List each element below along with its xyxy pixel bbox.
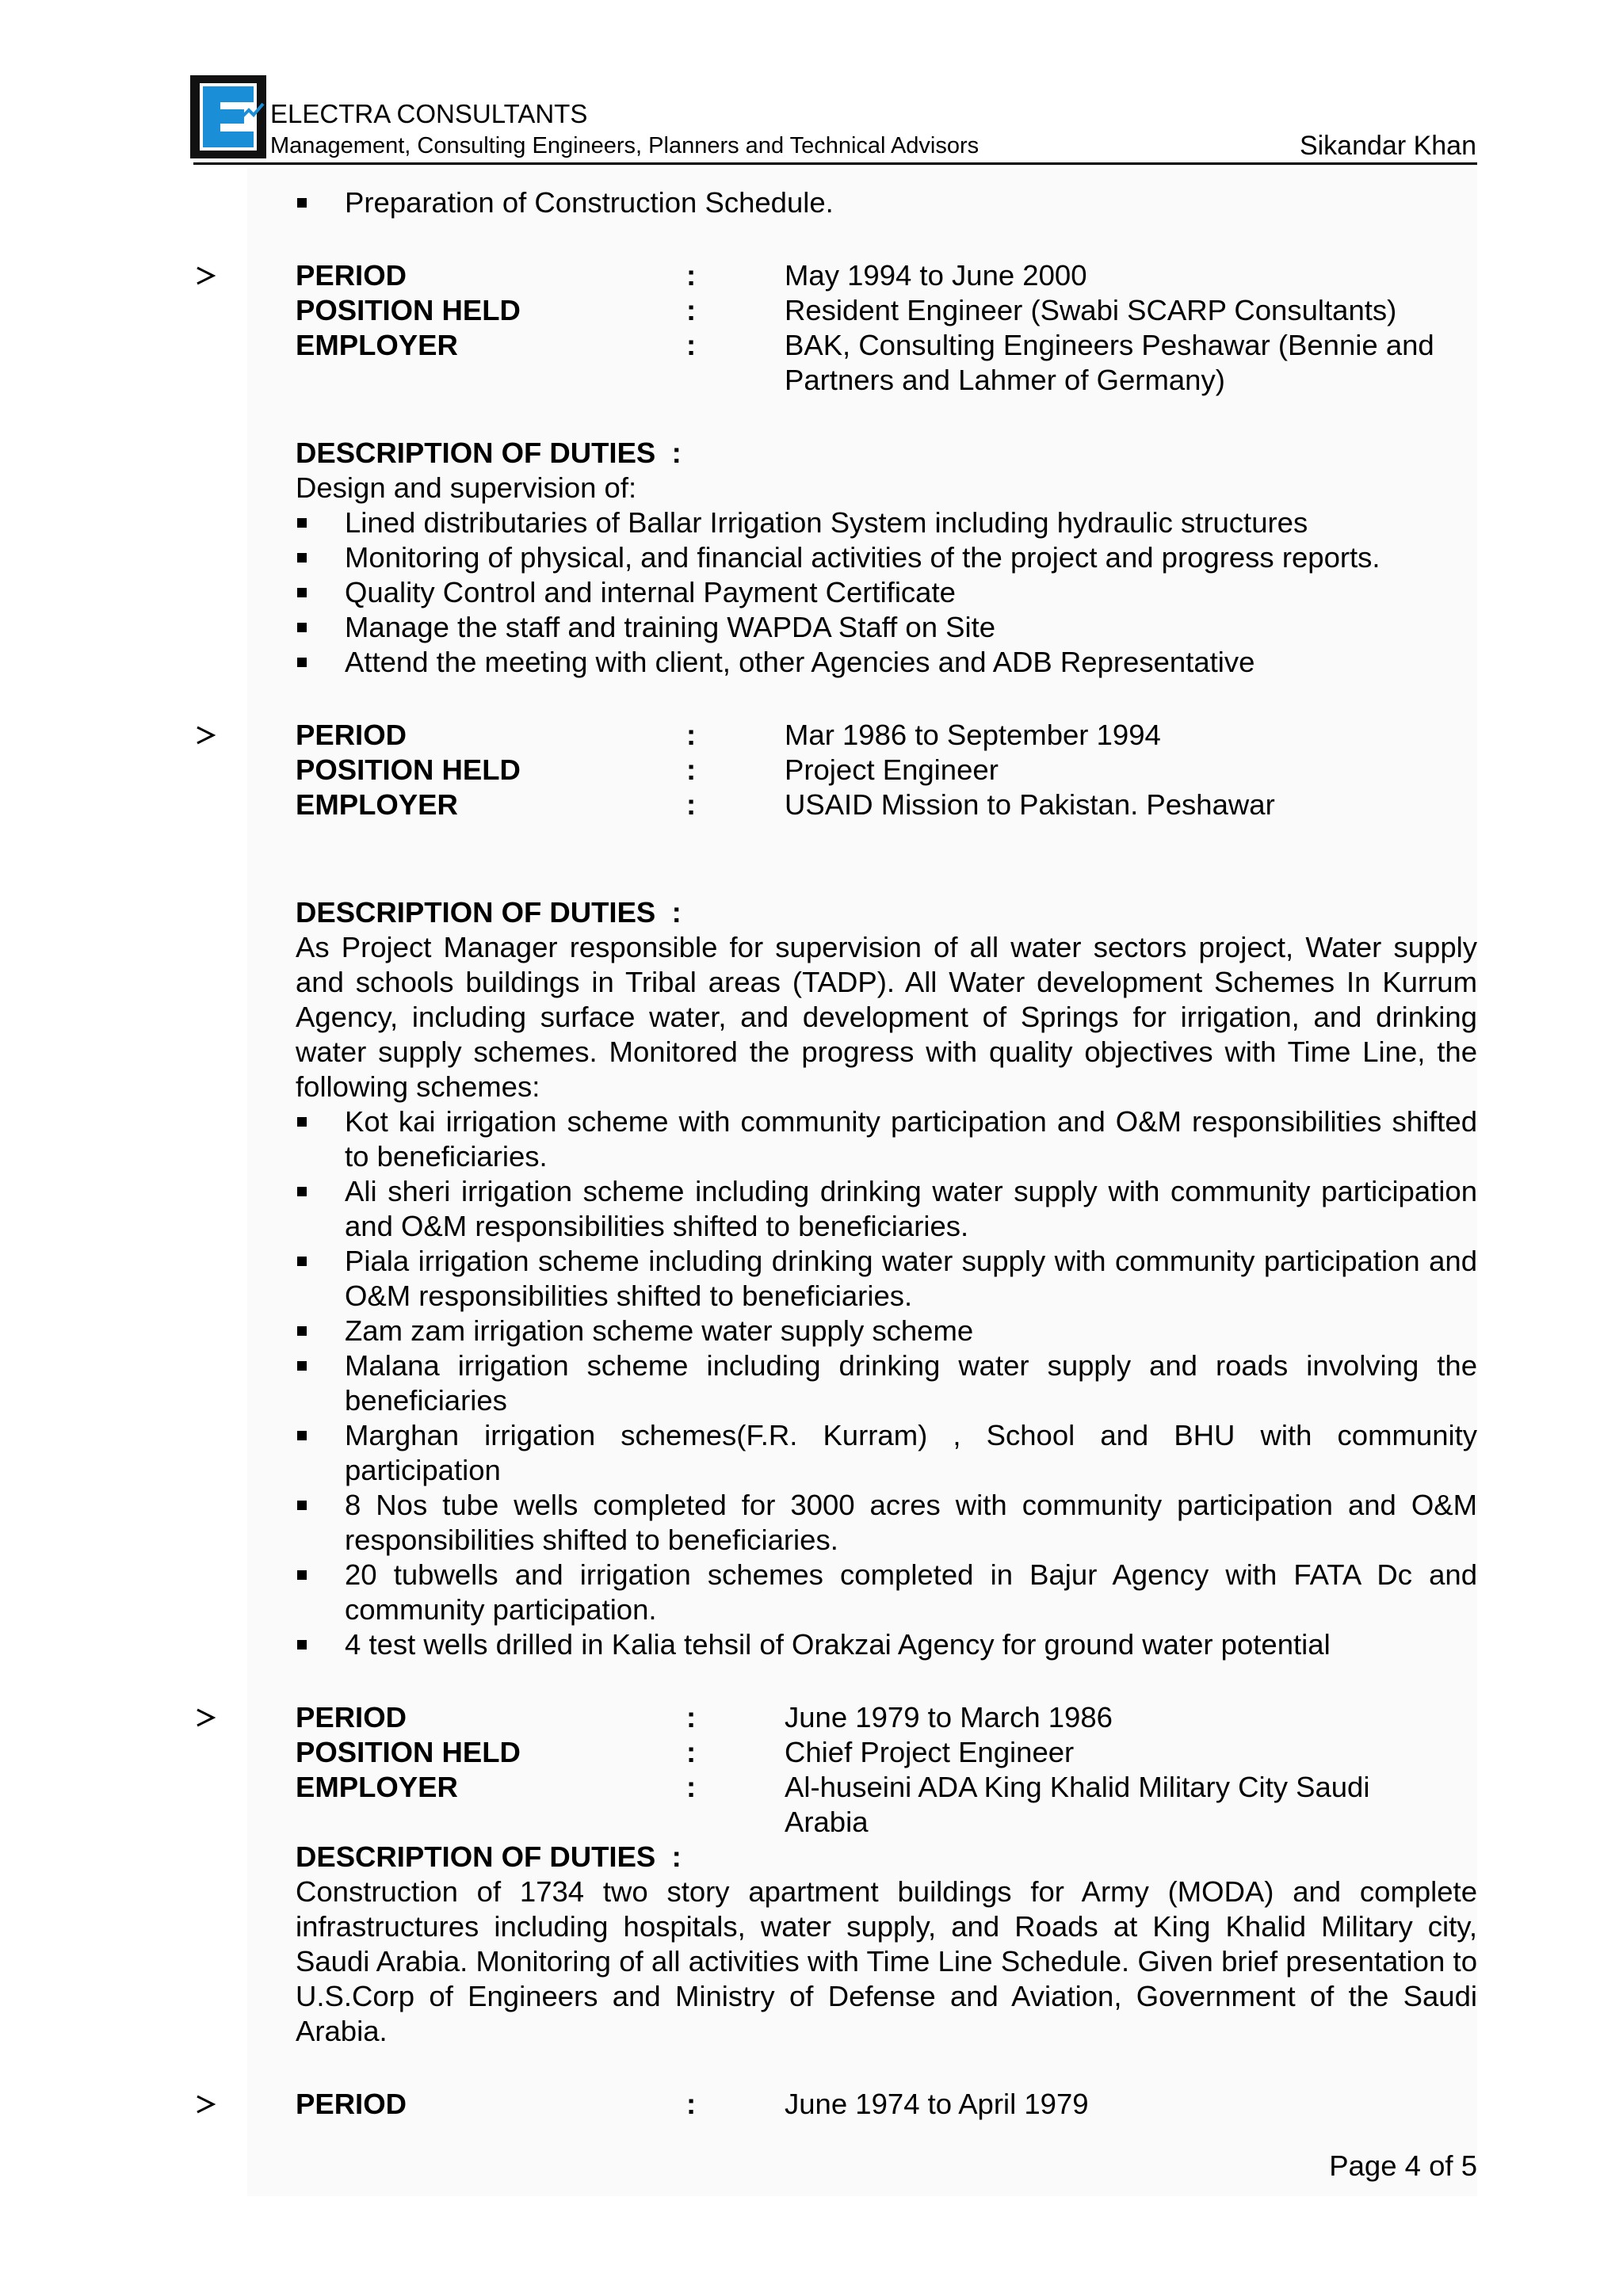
- list-item: Monitoring of physical, and financial activities of the project and progress reports.: [296, 540, 1477, 575]
- square-bullet-icon: [297, 1361, 307, 1371]
- employment-entry: [296, 718, 1477, 1662]
- list-item: Preparation of Construction Schedule.: [296, 185, 1477, 220]
- square-bullet-icon: [297, 1570, 307, 1580]
- list-item: Manage the staff and training WAPDA Staff on Site: [296, 610, 1477, 645]
- header-divider: [193, 162, 1477, 165]
- list-item: 4 test wells drilled in Kalia tehsil of Orakzai Agency for ground water potential: [296, 1627, 1477, 1662]
- square-bullet-icon: [297, 1640, 307, 1650]
- square-bullet-icon: [297, 588, 307, 597]
- square-bullet-icon: [297, 518, 307, 528]
- employment-entry: [296, 2087, 1477, 2122]
- arrow-bullet-icon: [194, 1700, 218, 1735]
- company-name: ELECTRA CONSULTANTS: [270, 99, 588, 128]
- square-bullet-icon: [297, 553, 307, 563]
- employment-entry: [296, 258, 1477, 680]
- list-item: 20 tubwells and irrigation schemes completed in Bajur Agency with FATA Dc and community participation.: [296, 1558, 1477, 1627]
- cv-content: [296, 185, 1477, 2122]
- period-value: June 1974 to April 1979: [785, 2088, 1089, 2120]
- position-row: POSITION HELD : Chief Project Engineer: [296, 1735, 1477, 1770]
- list-item: Zam zam irrigation scheme water supply scheme: [296, 1314, 1477, 1348]
- list-item: Lined distributaries of Ballar Irrigation System including hydraulic structures: [296, 505, 1477, 540]
- position-row: POSITION HELD : Project Engineer: [296, 753, 1477, 788]
- arrow-bullet-icon: [194, 258, 218, 293]
- list-item: Ali sheri irrigation scheme including drinking water supply with community participation and O&M responsibilities shifted to beneficiaries.: [296, 1174, 1477, 1244]
- arrow-bullet-icon: [194, 718, 218, 753]
- list-item: 8 Nos tube wells completed for 3000 acres with community participation and O&M responsibilities shifted to beneficiaries.: [296, 1488, 1477, 1558]
- employment-entry: [296, 1700, 1477, 2049]
- duties-intro: Design and supervision of:: [296, 471, 637, 504]
- author-name: Sikandar Khan: [1299, 131, 1476, 161]
- position-value: Chief Project Engineer: [785, 1736, 1075, 1768]
- list-item: Quality Control and internal Payment Certificate: [296, 575, 1477, 610]
- period-row: PERIOD : June 1974 to April 1979: [296, 2087, 1477, 2122]
- company-tagline: Management, Consulting Engineers, Planners and Technical Advisors: [270, 133, 980, 158]
- list-item: Marghan irrigation schemes(F.R. Kurram) , School and BHU with community participation: [296, 1418, 1477, 1488]
- employer-value: BAK, Consulting Engineers Peshawar (Bennie and Partners and Lahmer of Germany): [785, 329, 1434, 396]
- square-bullet-icon: [297, 1117, 307, 1127]
- period-value: Mar 1986 to September 1994: [785, 719, 1161, 751]
- list-item: Kot kai irrigation scheme with community participation and O&M responsibilities shifted to beneficiaries.: [296, 1104, 1477, 1174]
- list-item: Attend the meeting with client, other Agencies and ADB Representative: [296, 645, 1477, 680]
- list-item: Piala irrigation scheme including drinking water supply with community participation and O&M responsibilities shifted to beneficiaries.: [296, 1244, 1477, 1314]
- page-number: Page 4 of 5: [1329, 2149, 1477, 2182]
- square-bullet-icon: [297, 1187, 307, 1196]
- duties-intro: As Project Manager responsible for supervision of all water sectors project, Water supply and schools buildings in Tribal areas (TADP). All Water development Schemes In Kurrum Agency, including surface water, and development of Springs for irrigation, and drinking water supply schemes. Monitored the progress with quality objectives with Time Line, the following schemes:: [296, 931, 1477, 1103]
- square-bullet-icon: [297, 658, 307, 667]
- arrow-bullet-icon: [194, 2087, 218, 2122]
- square-bullet-icon: [297, 623, 307, 632]
- employer-row: EMPLOYER : USAID Mission to Pakistan. Peshawar: [296, 788, 1477, 822]
- employer-value: USAID Mission to Pakistan. Peshawar: [785, 788, 1275, 821]
- position-value: Project Engineer: [785, 753, 999, 786]
- square-bullet-icon: [297, 198, 307, 208]
- square-bullet-icon: [297, 1501, 307, 1510]
- period-value: June 1979 to March 1986: [785, 1701, 1113, 1733]
- period-row: PERIOD : Mar 1986 to September 1994: [296, 718, 1477, 753]
- employer-value: Al-huseini ADA King Khalid Military City Saudi Arabia: [785, 1771, 1370, 1838]
- period-row: PERIOD : May 1994 to June 2000: [296, 258, 1477, 293]
- duties-heading: DESCRIPTION OF DUTIES :: [296, 1840, 682, 1873]
- period-row: PERIOD : June 1979 to March 1986: [296, 1700, 1477, 1735]
- electra-logo-icon: [190, 75, 266, 158]
- square-bullet-icon: [297, 1257, 307, 1266]
- list-item: Malana irrigation scheme including drinking water supply and roads involving the beneficiaries: [296, 1348, 1477, 1418]
- square-bullet-icon: [297, 1431, 307, 1440]
- position-row: POSITION HELD : Resident Engineer (Swabi SCARP Consultants): [296, 293, 1477, 328]
- square-bullet-icon: [297, 1326, 307, 1336]
- duties-heading: DESCRIPTION OF DUTIES :: [296, 896, 682, 929]
- employer-row: EMPLOYER : Al-huseini ADA King Khalid Military City Saudi Arabia: [296, 1770, 1477, 1840]
- duties-intro: Construction of 1734 two story apartment buildings for Army (MODA) and complete infrastructures including hospitals, water supply, and Roads at King Khalid Military city, Saudi Arabia. Monitoring of all activities with Time Line Schedule. Given brief presentation to U.S.Corp of Engineers and Ministry of Defense and Aviation, Government of the Saudi Arabia.: [296, 1875, 1477, 2047]
- duties-heading: DESCRIPTION OF DUTIES :: [296, 437, 682, 469]
- position-value: Resident Engineer (Swabi SCARP Consultants): [785, 294, 1397, 326]
- period-value: May 1994 to June 2000: [785, 259, 1087, 292]
- employer-row: EMPLOYER : BAK, Consulting Engineers Peshawar (Bennie and Partners and Lahmer of Germany): [296, 328, 1477, 398]
